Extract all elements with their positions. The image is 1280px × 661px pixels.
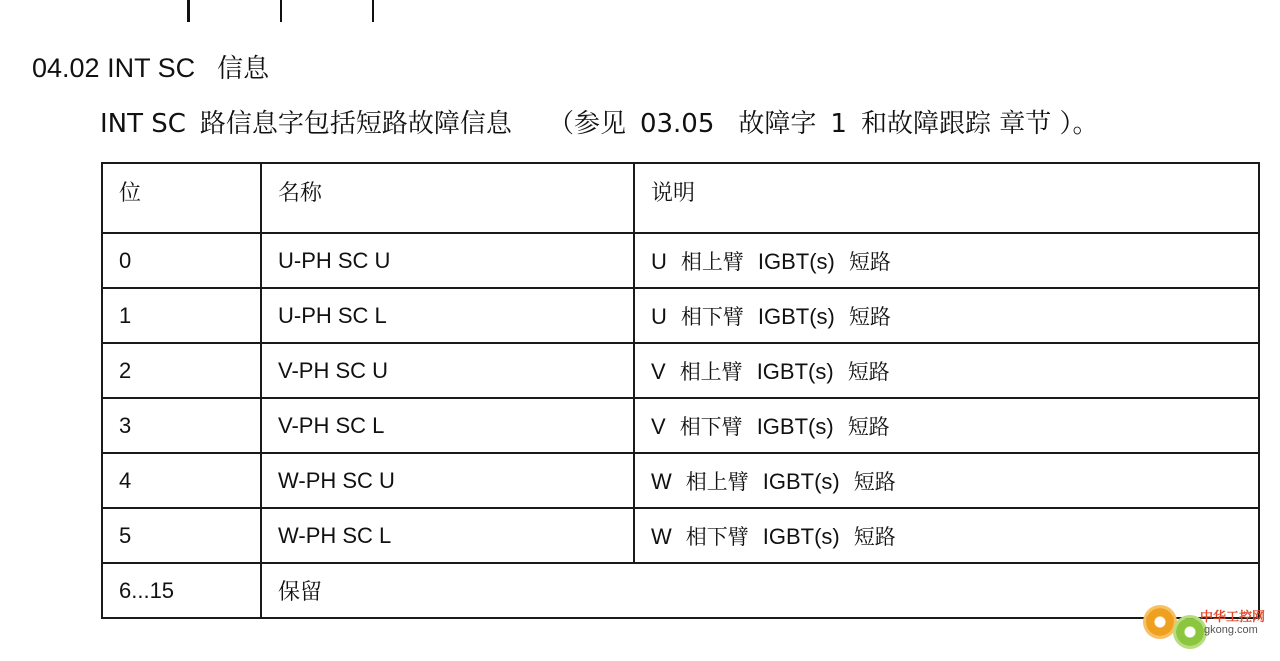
bit-cell: 1 <box>102 288 261 343</box>
table-row <box>102 398 1259 453</box>
intro-text: 03.05 <box>639 109 715 139</box>
desc-device: IGBT(s) <box>756 358 834 384</box>
bit-cell: 3 <box>102 398 261 453</box>
intro-text: 1 <box>830 109 847 139</box>
desc-phase: W <box>651 468 672 494</box>
desc-arm: 相上臂 <box>679 359 743 384</box>
desc-phase: V <box>651 358 666 384</box>
bit-cell: 6...15 <box>102 563 261 618</box>
intro-text: 路信息字包括短路故障信息 <box>199 109 512 139</box>
header-bit: 位 <box>102 163 261 233</box>
header-description: 说明 <box>634 163 1259 233</box>
bit-cell: 0 <box>102 233 261 288</box>
desc-device: IGBT(s) <box>756 413 834 439</box>
name-cell: U-PH SC U <box>261 233 634 288</box>
section-title: 信息 <box>217 54 270 84</box>
desc-arm: 相下臂 <box>679 414 743 439</box>
table-row <box>102 233 1259 288</box>
name-cell: W-PH SC L <box>261 508 634 563</box>
description-cell <box>634 343 1259 398</box>
bit-cell: 4 <box>102 453 261 508</box>
table-row <box>102 288 1259 343</box>
description-cell <box>634 398 1259 453</box>
desc-phase: U <box>651 303 667 329</box>
desc-fault: 短路 <box>853 524 896 549</box>
table-border-fragment <box>187 0 190 22</box>
desc-device: IGBT(s) <box>762 523 840 549</box>
table-row <box>102 453 1259 508</box>
desc-fault: 短路 <box>847 414 890 439</box>
watermark-url: gkong.com <box>1204 624 1258 636</box>
desc-device: IGBT(s) <box>762 468 840 494</box>
table-border-fragment <box>372 0 374 22</box>
gkong-watermark <box>1146 604 1272 650</box>
bit-cell: 5 <box>102 508 261 563</box>
description-cell <box>634 453 1259 508</box>
name-cell: W-PH SC U <box>261 453 634 508</box>
int-sc-bit-table <box>101 162 1260 619</box>
name-cell: V-PH SC L <box>261 398 634 453</box>
desc-fault: 短路 <box>853 469 896 494</box>
desc-arm: 相上臂 <box>680 249 744 274</box>
section-heading <box>32 51 269 86</box>
name-cell: V-PH SC U <box>261 343 634 398</box>
desc-phase: W <box>651 523 672 549</box>
intro-paragraph <box>100 106 1098 142</box>
description-cell <box>634 233 1259 288</box>
section-number: 04.02 INT SC <box>32 53 196 83</box>
desc-phase: U <box>651 248 667 274</box>
table-row <box>102 508 1259 563</box>
desc-arm: 相下臂 <box>685 524 749 549</box>
table-border-fragment <box>280 0 282 22</box>
bit-cell: 2 <box>102 343 261 398</box>
table-header-row <box>102 163 1259 233</box>
desc-device: IGBT(s) <box>757 303 835 329</box>
name-cell: U-PH SC L <box>261 288 634 343</box>
intro-text: INT SC <box>100 109 186 139</box>
desc-fault: 短路 <box>847 359 890 384</box>
gear-icon <box>1146 608 1174 636</box>
table-row <box>102 343 1259 398</box>
desc-fault: 短路 <box>848 304 891 329</box>
intro-text: （参见 <box>547 109 626 139</box>
header-name: 名称 <box>261 163 634 233</box>
desc-device: IGBT(s) <box>757 248 835 274</box>
reserved-cell: 保留 <box>261 563 1259 618</box>
intro-text: 故障字 <box>738 109 817 139</box>
desc-phase: V <box>651 413 666 439</box>
watermark-name: 中华工控网 <box>1200 610 1266 625</box>
intro-text: 和故障跟踪 章节 ）。 <box>860 109 1099 139</box>
description-cell <box>634 288 1259 343</box>
table-row-reserved <box>102 563 1259 618</box>
desc-fault: 短路 <box>848 249 891 274</box>
description-cell <box>634 508 1259 563</box>
desc-arm: 相上臂 <box>685 469 749 494</box>
desc-arm: 相下臂 <box>680 304 744 329</box>
